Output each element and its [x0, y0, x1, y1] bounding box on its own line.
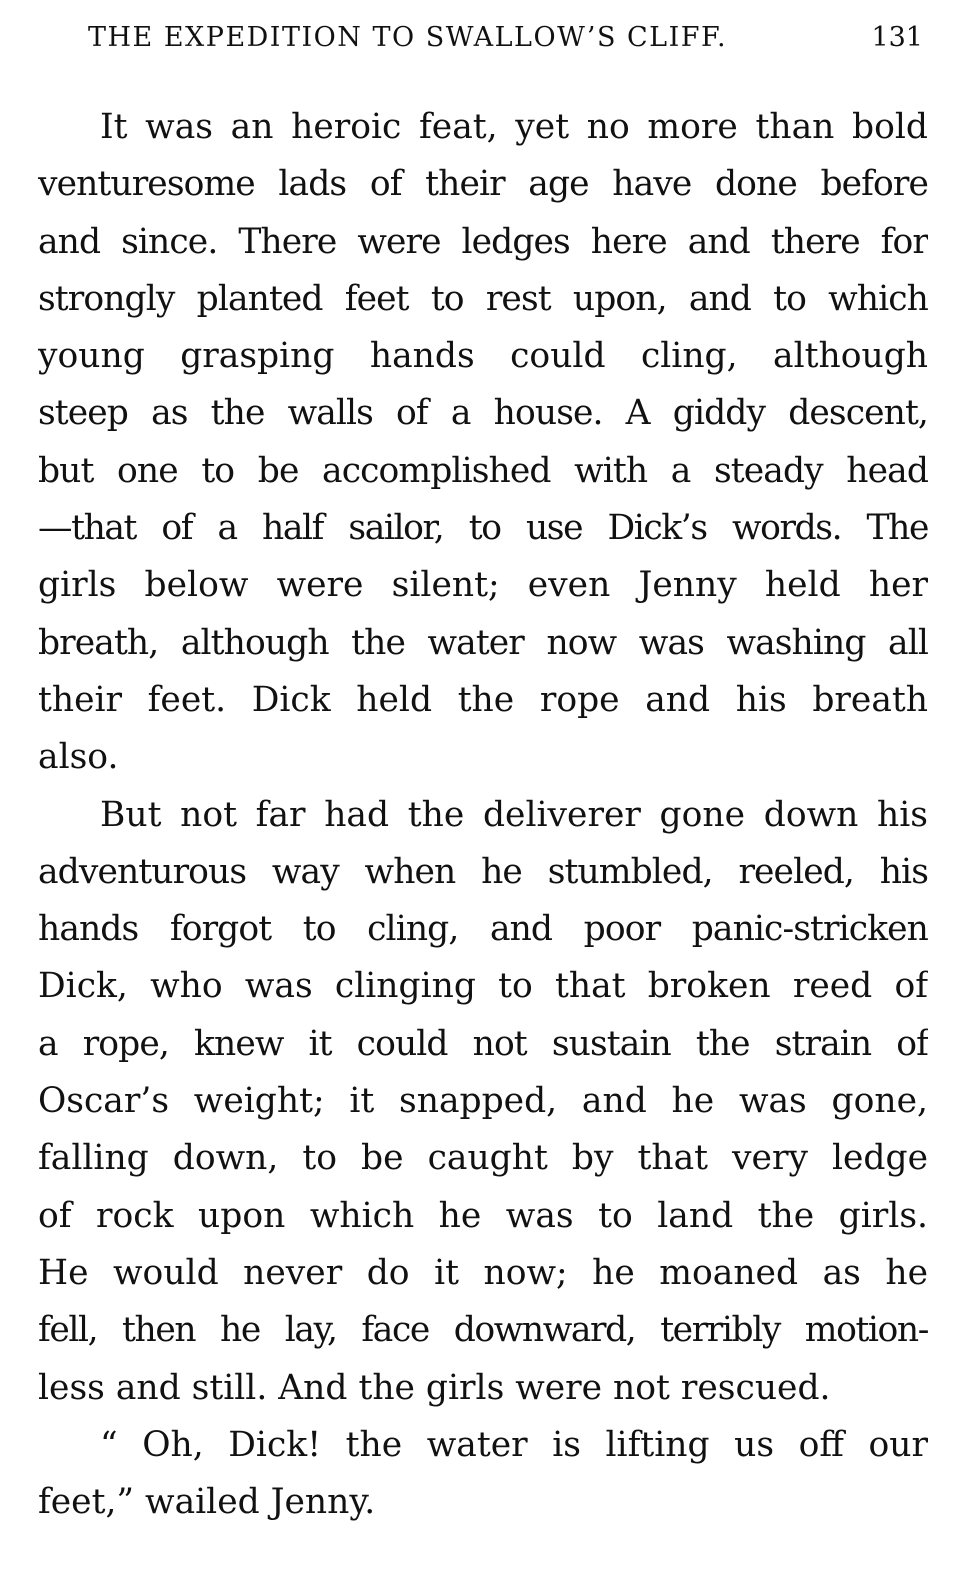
text-line: young grasping hands could cling, although [38, 336, 928, 377]
paragraph-1 [38, 99, 928, 787]
text-line: steep as the walls of a house. A giddy descent, [38, 393, 928, 434]
text-line: less and still. And the girls were not rescued. [38, 1367, 831, 1408]
text-line: venturesome lads of their age have done before [38, 164, 928, 205]
text-line: breath, although the water now was washing all [38, 622, 928, 663]
text-line: “ Oh, Dick! the water is lifting us off our [100, 1424, 928, 1465]
text-line: strongly planted feet to rest upon, and to which [38, 278, 928, 319]
text-line: adventurous way when he stumbled, reeled, his [38, 851, 928, 892]
text-line: a rope, knew it could not sustain the strain of [38, 1023, 928, 1064]
text-line: fell, then he lay, face downward, terribly motion- [38, 1310, 928, 1351]
text-line: —that of a half sailor, to use Dick’s words. The [38, 508, 928, 549]
text-line: also. [38, 737, 119, 778]
text-line: hands forgot to cling, and poor panic-stricken [38, 909, 928, 950]
running-head [88, 16, 923, 60]
text-line: falling down, to be caught by that very ledge [38, 1138, 928, 1179]
body-text [38, 99, 928, 1531]
paragraph-2 [38, 787, 928, 1417]
text-line: and since. There were ledges here and there for [38, 221, 928, 262]
text-line: Dick, who was clinging to that broken reed of [38, 966, 928, 1007]
paragraph-3 [38, 1417, 928, 1532]
text-line: But not far had the deliverer gone down his [100, 794, 928, 835]
text-line: It was an heroic feat, yet no more than bold [100, 107, 928, 147]
chapter-title: THE EXPEDITION TO SWALLOW’S CLIFF. [88, 22, 728, 53]
text-line: feet,” wailed Jenny. [38, 1482, 376, 1523]
text-line: girls below were silent; even Jenny held her [38, 565, 928, 606]
text-line: of rock upon which he was to land the girls. [38, 1195, 928, 1236]
text-line: but one to be accomplished with a steady head [38, 450, 928, 491]
page-number: 131 [871, 22, 923, 53]
text-line: Oscar’s weight; it snapped, and he was gone, [38, 1081, 928, 1122]
text-line: He would never do it now; he moaned as he [38, 1252, 928, 1293]
text-line: their feet. Dick held the rope and his breath [38, 679, 928, 720]
